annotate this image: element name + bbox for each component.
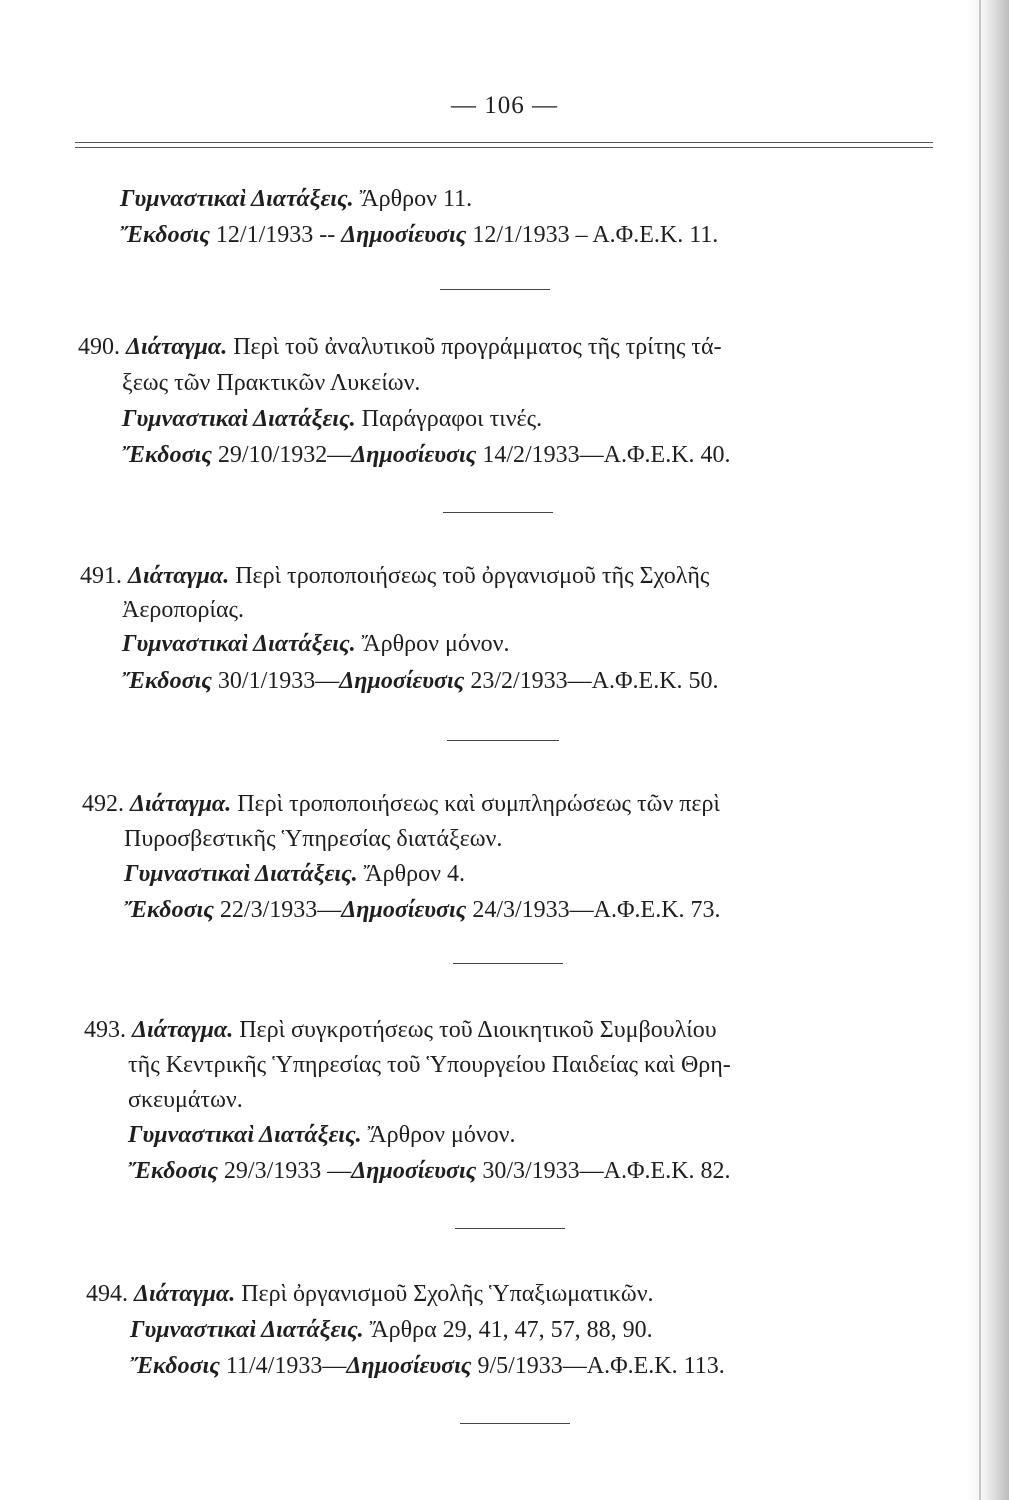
entry-490-dates	[122, 441, 731, 469]
entry-title-cont: ξεως τῶν Πρακτικῶν Λυκείων.	[122, 370, 421, 396]
provisions-label: Γυμναστικαὶ Διατάξεις.	[130, 1317, 364, 1343]
publication-date: 9/5/1933—Α.Φ.Ε.Κ. 113.	[477, 1353, 725, 1379]
intro-provisions-line	[120, 185, 472, 213]
provisions-text: Ἄρθρα 29, 41, 47, 57, 88, 90.	[369, 1317, 653, 1343]
entry-title-cont: τῆς Κεντρικῆς Ὑπηρεσίας τοῦ Ὑπουργείου Παιδείας καὶ Θρη-	[128, 1052, 731, 1078]
entry-490-title-line-2	[122, 369, 420, 397]
entry-494-title-line-1	[86, 1280, 654, 1308]
entry-494-dates	[130, 1352, 725, 1380]
entry-number: 490.	[78, 334, 120, 360]
issue-label: Ἔκδοσις	[120, 222, 210, 248]
issue-date: 29/3/1933 —	[223, 1158, 352, 1184]
issue-label: Ἔκδοσις	[124, 897, 214, 923]
publication-label: Δημοσίευσις	[346, 1353, 472, 1379]
publication-label: Δημοσίευσις	[339, 668, 465, 694]
entry-491-dates	[122, 667, 719, 695]
separator	[443, 512, 553, 513]
entry-title-cont: Πυροσβεστικῆς Ὑπηρεσίας διατάξεων.	[124, 826, 503, 852]
entry-title: Περὶ τροποποιήσεως τοῦ ὀργανισμοῦ τῆς Σχολῆς	[235, 563, 710, 589]
header-rule-2	[75, 147, 933, 148]
provisions-text: Ἄρθρον 11.	[359, 186, 473, 212]
publication-date: 24/3/1933—Α.Φ.Ε.Κ. 73.	[472, 897, 721, 923]
provisions-text: Παράγραφοι τινές.	[361, 406, 543, 432]
entry-492-dates	[124, 896, 721, 924]
entry-493-title-line-3	[128, 1086, 243, 1114]
publication-date: 30/3/1933—Α.Φ.Ε.Κ. 82.	[482, 1158, 731, 1184]
issue-label: Ἔκδοσις	[130, 1353, 220, 1379]
page-edge-shadow	[967, 0, 1009, 1500]
provisions-text: Ἄρθρον μόνον.	[367, 1122, 516, 1148]
separator	[447, 740, 559, 741]
entry-type: Διάταγμα.	[130, 791, 232, 817]
header-rule	[75, 142, 933, 143]
entry-title: Περὶ ὀργανισμοῦ Σχολῆς Ὑπαξιωματικῶν.	[241, 1281, 654, 1307]
entry-493-provisions	[128, 1121, 516, 1149]
separator	[440, 289, 550, 290]
issue-date: 29/10/1932—	[217, 442, 352, 468]
entry-493-title-line-2	[128, 1051, 731, 1079]
page-number: — 106 —	[451, 92, 558, 119]
issue-label: Ἔκδοσις	[122, 442, 212, 468]
separator	[455, 1228, 565, 1229]
issue-date: 22/3/1933—	[219, 897, 342, 923]
entry-491-title-line-2	[122, 596, 244, 624]
entry-490-provisions	[122, 405, 542, 433]
entry-492-title-line-2	[124, 825, 502, 853]
entry-number: 492.	[82, 791, 124, 817]
entry-492-title-line-1	[82, 790, 720, 818]
publication-label: Δημοσίευσις	[351, 1158, 477, 1184]
entry-type: Διάταγμα.	[134, 1281, 236, 1307]
entry-494-provisions	[130, 1316, 653, 1344]
provisions-label: Γυμναστικαὶ Διατάξεις.	[122, 406, 356, 432]
entry-title-cont: Ἀεροπορίας.	[122, 597, 245, 623]
entry-493-title-line-1	[84, 1016, 717, 1044]
issue-date: 30/1/1933—	[217, 668, 340, 694]
entry-number: 494.	[86, 1281, 128, 1307]
provisions-label: Γυμναστικαὶ Διατάξεις.	[128, 1122, 362, 1148]
entry-title: Περὶ τροποποιήσεως καὶ συμπληρώσεως τῶν περὶ	[237, 791, 720, 817]
entry-type: Διάταγμα.	[128, 563, 230, 589]
issue-label: Ἔκδοσις	[122, 668, 212, 694]
issue-date: 11/4/1933—	[225, 1353, 347, 1379]
provisions-label: Γυμναστικαὶ Διατάξεις.	[124, 861, 358, 887]
entry-492-provisions	[124, 860, 465, 888]
issue-date: 12/1/1933 --	[215, 222, 336, 248]
entry-491-title-line-1	[80, 562, 709, 590]
entry-title-cont: σκευμάτων.	[128, 1087, 243, 1113]
publication-label: Δημοσίευσις	[341, 897, 467, 923]
separator	[460, 1423, 570, 1424]
provisions-label: Γυμναστικαὶ Διατάξεις.	[120, 186, 354, 212]
entry-number: 491.	[80, 563, 122, 589]
entry-title: Περὶ τοῦ ἀναλυτικοῦ προγράμματος τῆς τρίτης τά-	[233, 334, 722, 360]
provisions-text: Ἄρθρον μόνον.	[361, 631, 510, 657]
page-edge-line	[979, 0, 981, 1500]
intro-issue-line	[120, 221, 718, 249]
entry-493-dates	[128, 1157, 731, 1185]
entry-491-provisions	[122, 630, 510, 658]
separator	[453, 963, 563, 964]
provisions-text: Ἄρθρον 4.	[363, 861, 465, 887]
publication-date: 23/2/1933—Α.Φ.Ε.Κ. 50.	[470, 668, 719, 694]
publication-label: Δημοσίευσις	[351, 442, 477, 468]
entry-title: Περὶ συγκροτήσεως τοῦ Διοικητικοῦ Συμβουλίου	[239, 1017, 717, 1043]
publication-date: 14/2/1933—Α.Φ.Ε.Κ. 40.	[482, 442, 731, 468]
entry-type: Διάταγμα.	[132, 1017, 234, 1043]
provisions-label: Γυμναστικαὶ Διατάξεις.	[122, 631, 356, 657]
entry-490-title-line-1	[78, 333, 722, 361]
publication-date: 12/1/1933 – Α.Φ.Ε.Κ. 11.	[472, 222, 719, 248]
issue-label: Ἔκδοσις	[128, 1158, 218, 1184]
publication-label: Δημοσίευσις	[341, 222, 467, 248]
entry-number: 493.	[84, 1017, 126, 1043]
entry-type: Διάταγμα.	[126, 334, 228, 360]
